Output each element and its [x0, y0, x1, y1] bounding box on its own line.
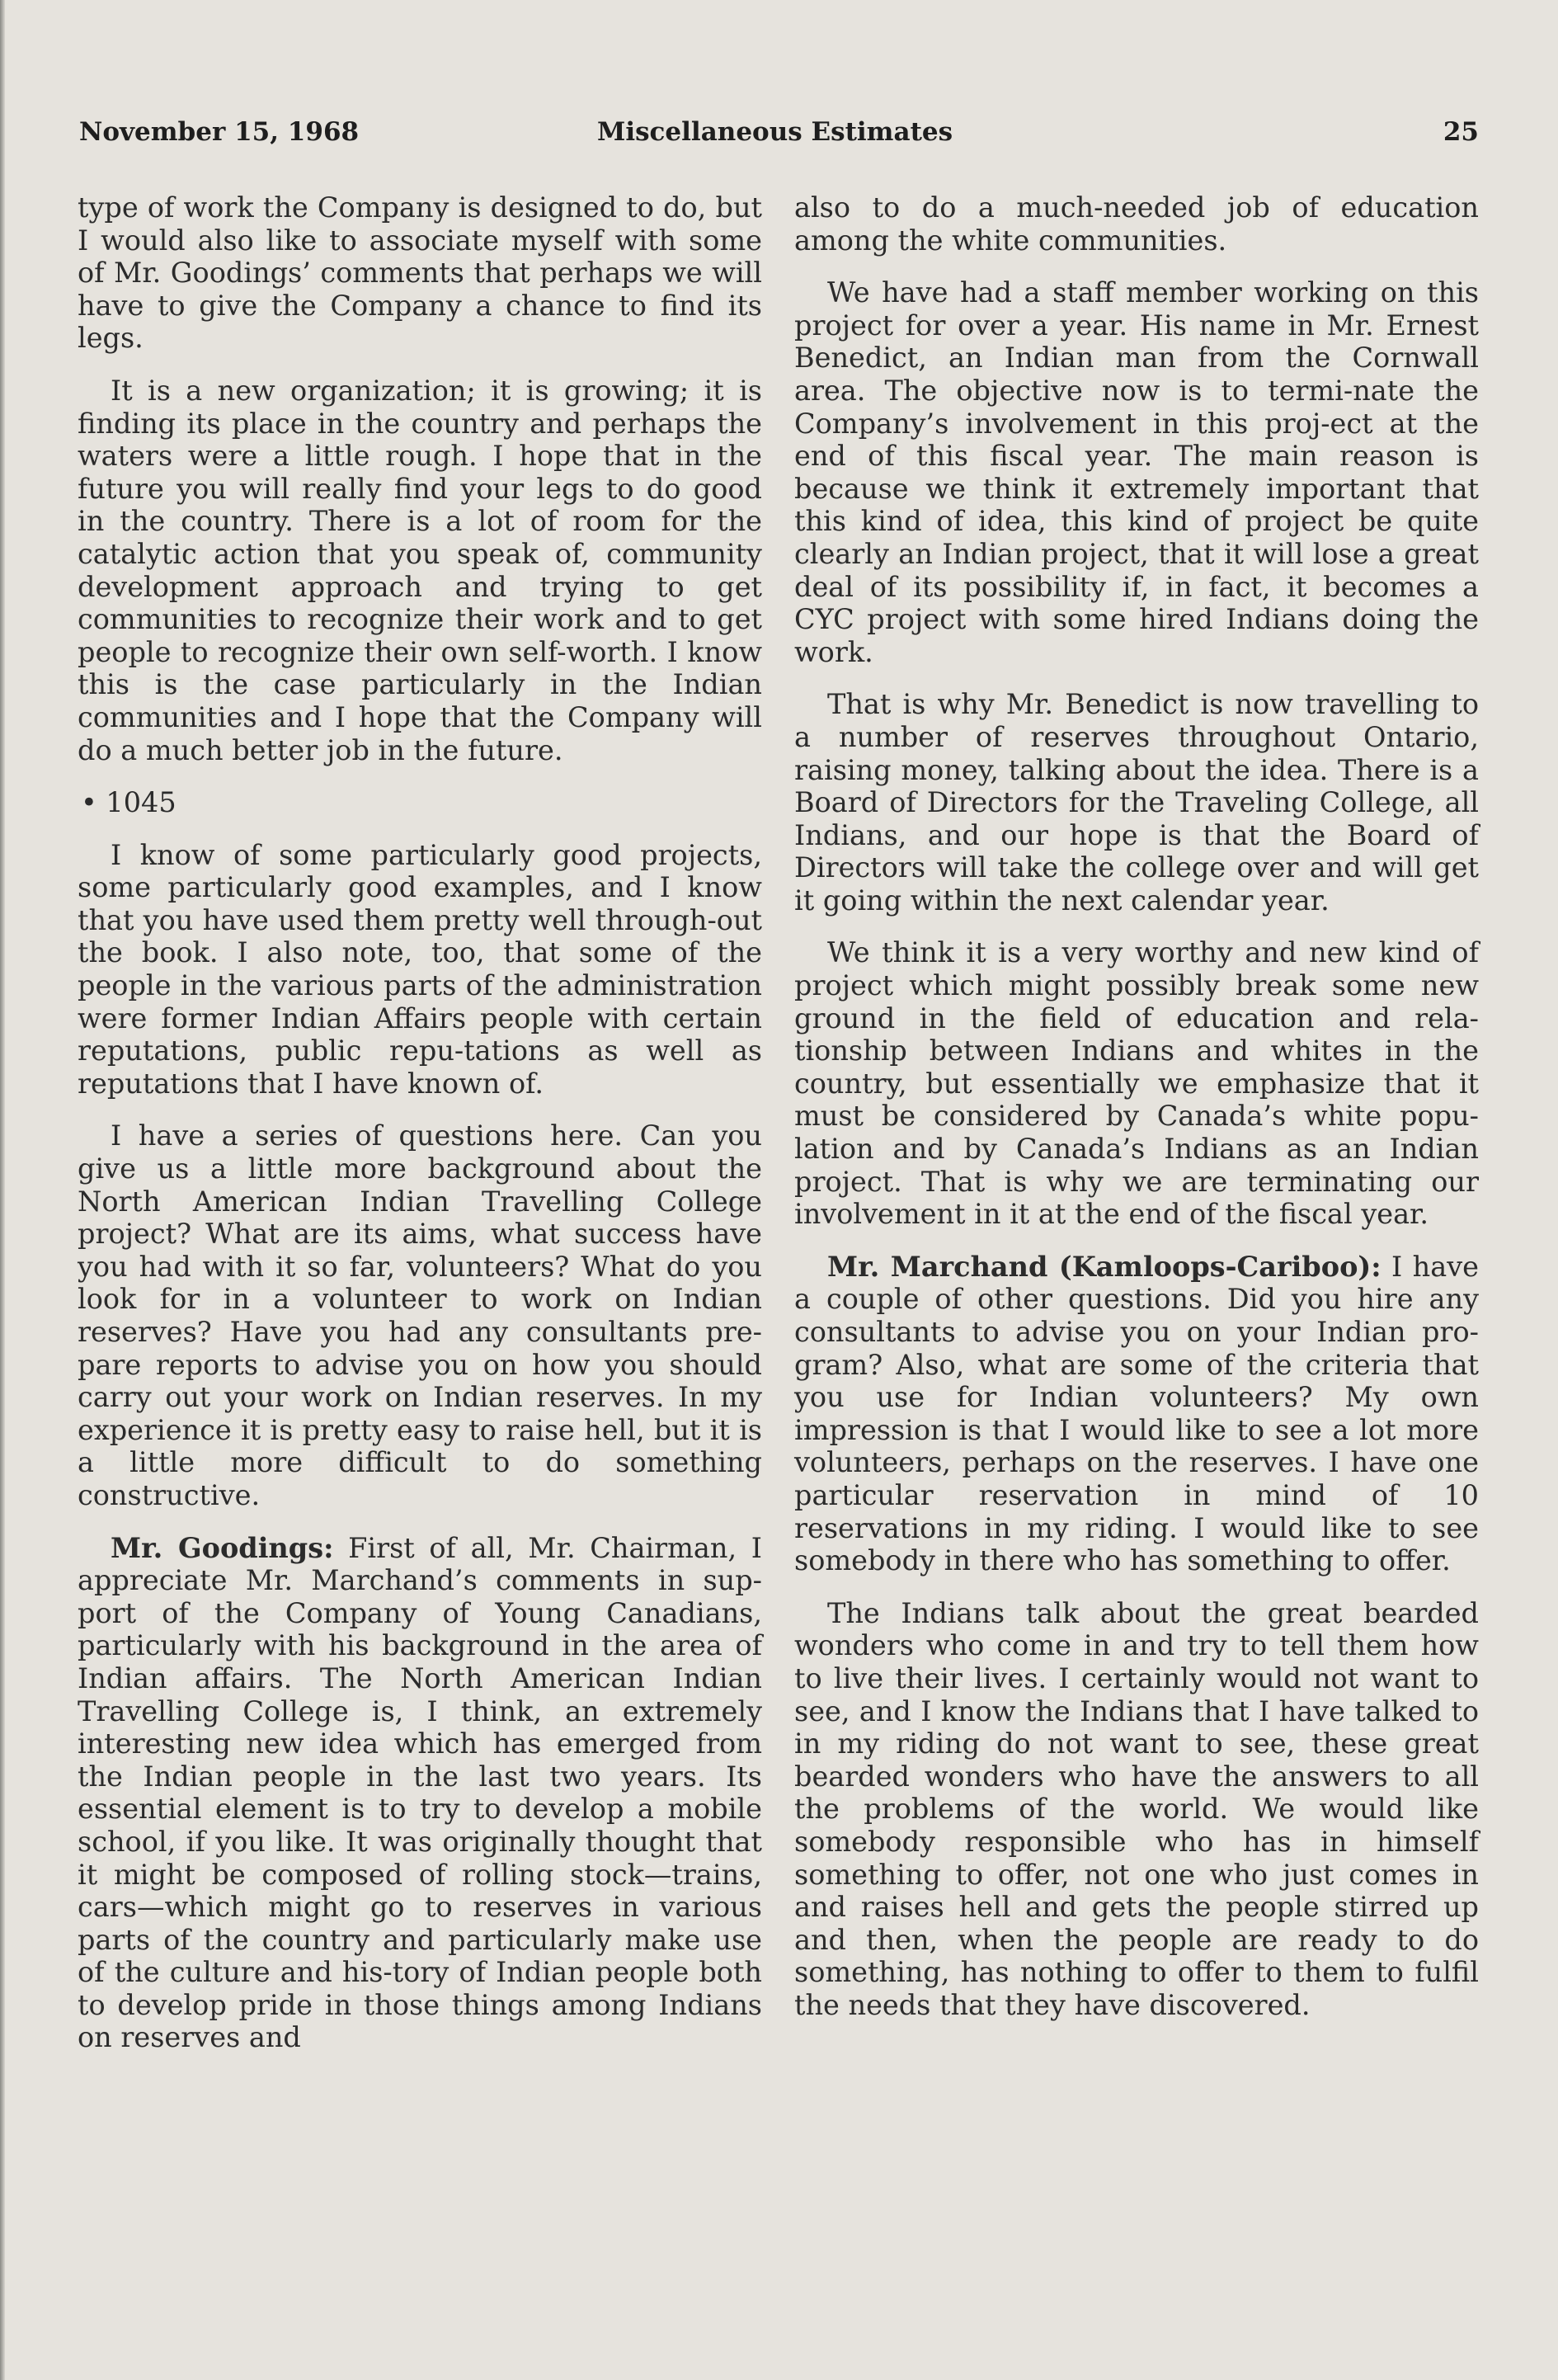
- right-column: [794, 191, 1479, 2041]
- left-column: [78, 191, 762, 2074]
- paragraph: type of work the Company is designed to do, but I would also like to associate myself with some of Mr. Goodings’ comments that perhaps we will have to give the Company a chance to find its legs.: [78, 191, 762, 355]
- page-edge: [0, 0, 5, 2380]
- speaker-name: Mr. Goodings:: [111, 1531, 334, 1564]
- page-number: 25: [1443, 117, 1479, 147]
- paragraph: The Indians talk about the great bearded wonders who come in and try to tell them how to live their lives. I certainly would not want to see, and I know the Indians that I have talked to in my riding do not want to see, these great bearded wonders who have the answers to all the problems of the world. We would like somebody responsible who has in himself something to offer, not one who just comes in and raises hell and gets the people stirred up and then, when the people are ready to do something, has nothing to offer to them to fulfil the needs that they have discovered.: [794, 1596, 1479, 2021]
- paragraph: I have a series of questions here. Can you give us a little more background about the North American Indian Travelling College project? What are its aims, what success have you had with it so far, volunteers? What do you look for in a volunteer to work on Indian reserves? Have you had any consultants pre-pare reports to advise you on how you should carry out your work on Indian reserves. In my experience it is pretty easy to raise hell, but it is a little more difficult to do something constructive.: [78, 1119, 762, 1511]
- page-header: [79, 117, 1479, 158]
- paragraph: also to do a much-needed job of education among the white communities.: [794, 191, 1479, 257]
- speech-text: First of all, Mr. Chairman, I appreciate Mr. Marchand’s comments in sup-port of the Company of Young Canadians, particularly with his background in the area of Indian affairs. The North American Indian Travelling College is, I think, an extremely interesting new idea which has emerged from the Indian people in the last two years. Its essential element is to try to develop a mobile school, if you like. It was originally thought that it might be composed of rolling stock—trains, cars—which might go to reserves in various parts of the country and particularly make use of the culture and his-tory of Indian people both to develop pride in those things among Indians on reserves and: [78, 1531, 763, 2054]
- speech-paragraph: [794, 1251, 1479, 1577]
- header-title: Miscellaneous Estimates: [597, 117, 953, 147]
- paragraph: It is a new organization; it is growing; it is finding its place in the country and perhaps the waters were a little rough. I hope that in the future you will really find your legs to do good in the country. There is a lot of room for the catalytic action that you speak of, community development approach and trying to get communities to recognize their work and to get people to recognize their own self-worth. I know this is the case particularly in the Indian communities and I hope that the Company will do a much better job in the future.: [78, 374, 762, 766]
- paragraph: We think it is a very worthy and new kind of project which might possibly break some new ground in the field of education and rela-tionship between Indians and whites in the country, but essentially we emphasize that it must be considered by Canada’s white popu-lation and by Canada’s Indians as an Indian project. That is why we are terminating our involvement in it at the end of the fiscal year.: [794, 936, 1479, 1231]
- speaker-name: Mr. Marchand (Kamloops-Cariboo):: [827, 1250, 1381, 1283]
- header-date: November 15, 1968: [79, 117, 360, 147]
- paragraph: I know of some particularly good projects, some particularly good examples, and I know that you have used them pretty well through-out the book. I also note, too, that some of the people in the various parts of the administration were former Indian Affairs people with certain reputations, public repu-tations as well as reputations that I have known of.: [78, 838, 762, 1100]
- speech-paragraph: [78, 1532, 762, 2055]
- time-marker: • 1045: [81, 786, 177, 819]
- paragraph: We have had a staff member working on this project for over a year. His name in Mr. Ernest Benedict, an Indian man from the Cornwall area. The objective now is to termi-nate the Company’s involvement in this proj-ect at the end of this fiscal year. The main reason is because we think it extremely important that this kind of idea, this kind of project be quite clearly an Indian project, that it will lose a great deal of its possibility if, in fact, it becomes a CYC project with some hired Indians doing the work.: [794, 276, 1479, 668]
- speech-text: I have a couple of other questions. Did you hire any consultants to advise you on your Indian pro-gram? Also, what are some of the criteria that you use for Indian volunteers? My own impression is that I would like to see a lot more volunteers, perhaps on the reserves. I have one particular reservation in mind of 10 reservations in my riding. I would like to see somebody in there who has something to offer.: [794, 1250, 1479, 1577]
- paragraph: That is why Mr. Benedict is now travelling to a number of reserves throughout Ontario, raising money, talking about the idea. There is a Board of Directors for the Traveling College, all Indians, and our hope is that the Board of Directors will take the college over and will get it going within the next calendar year.: [794, 688, 1479, 917]
